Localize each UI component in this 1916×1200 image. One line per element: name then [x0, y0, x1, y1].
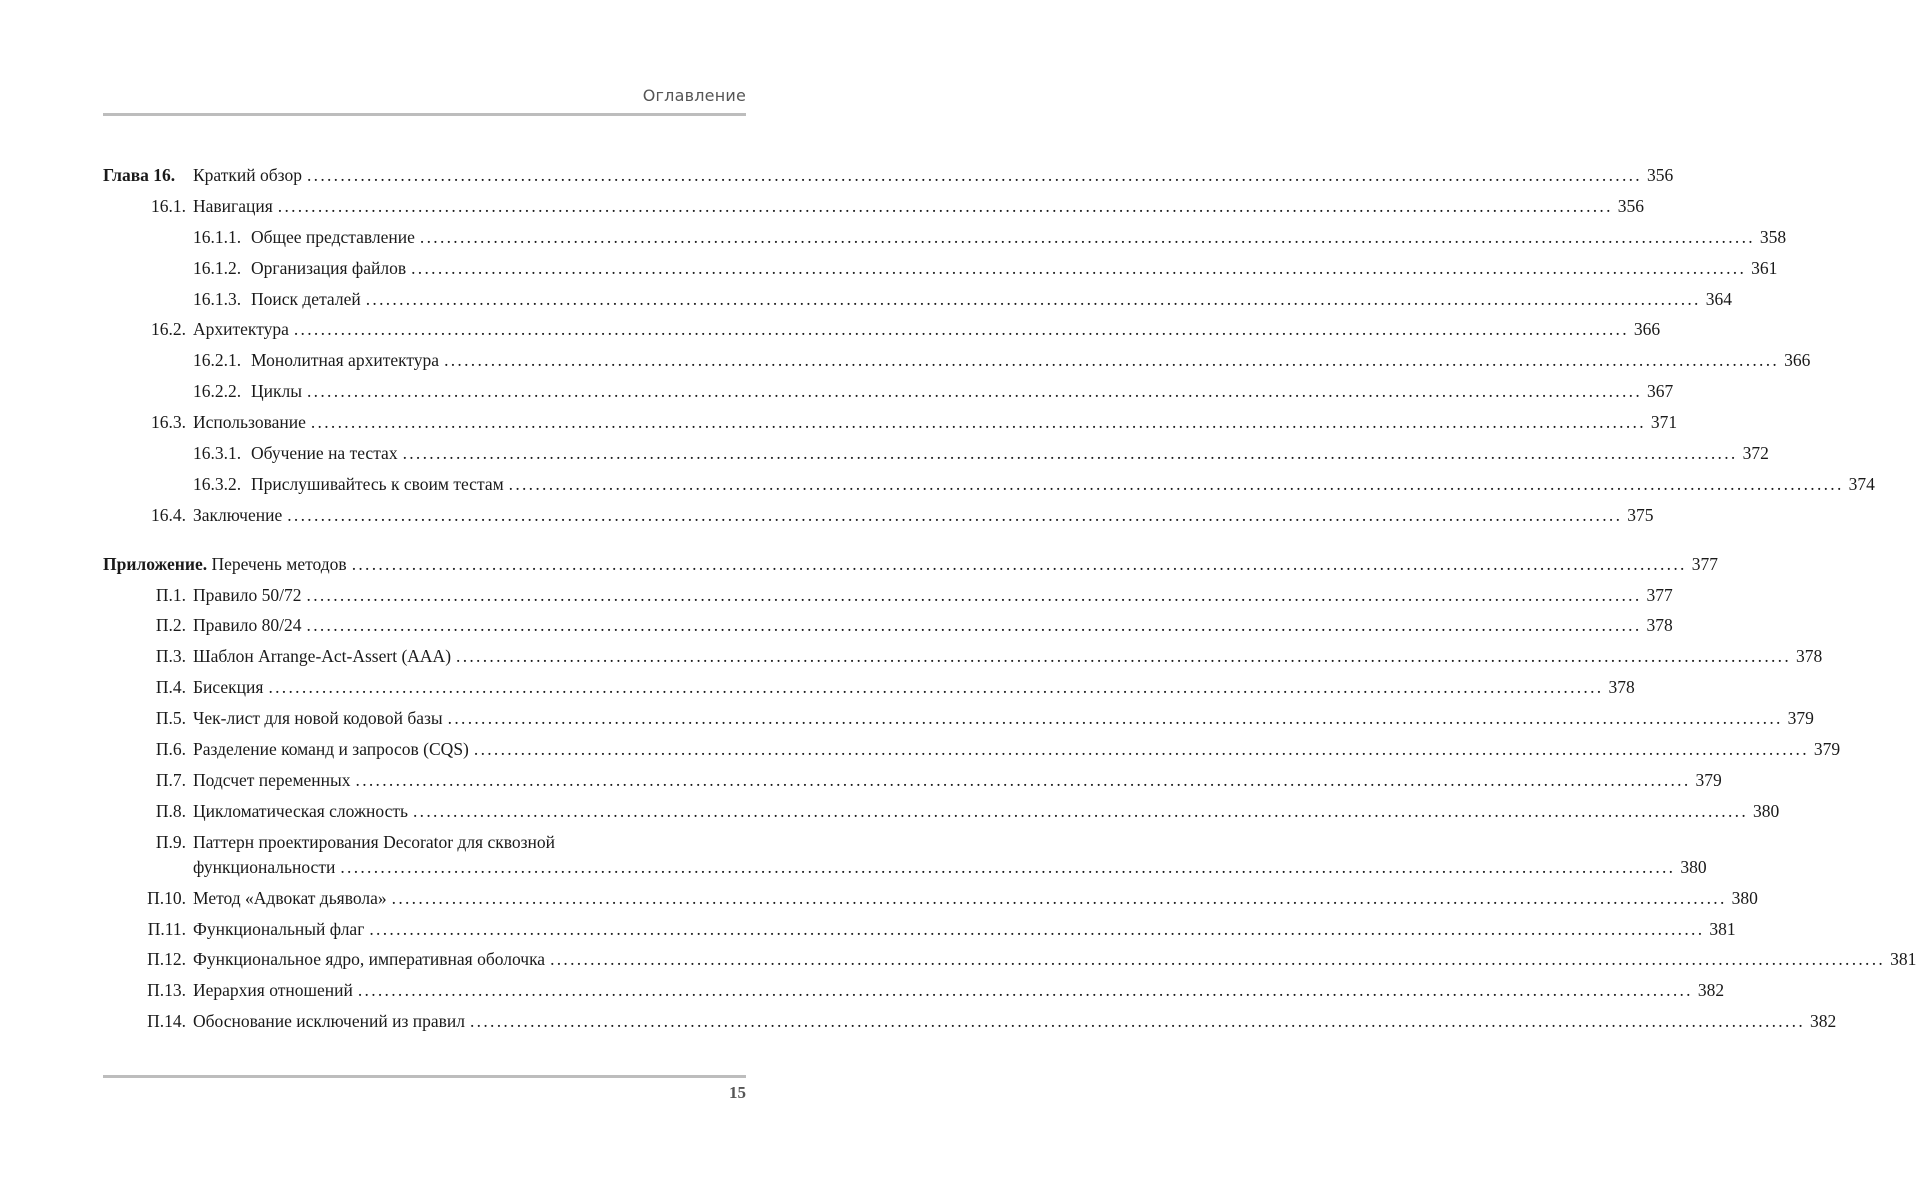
entry-number: П.6. — [155, 739, 186, 760]
entry-number: П.10. — [147, 887, 186, 908]
toc-entry-p12[interactable] — [103, 944, 1916, 975]
entry-page: 375 — [1627, 504, 1654, 525]
entry-number: П.5. — [155, 708, 186, 729]
appendix-title: Перечень методов — [211, 553, 347, 574]
entry-number: 16.4. — [151, 504, 186, 525]
entry-number: П.7. — [155, 769, 186, 790]
toc-entry-16-1-3[interactable] — [103, 284, 1732, 315]
toc-entry-16-2-2[interactable] — [103, 376, 1674, 407]
entry-page: 379 — [1695, 769, 1722, 790]
leader-dots: ........................................................................................................................................................................................................ — [470, 1011, 1805, 1032]
toc-entry-p5[interactable] — [103, 703, 1814, 734]
entry-title-line2: функциональности — [193, 856, 336, 877]
entry-title: Обоснование исключений из правил — [193, 1011, 465, 1032]
entry-number: П.12. — [147, 949, 186, 970]
toc-entry-p9[interactable] — [103, 827, 1707, 883]
entry-page: 366 — [1633, 319, 1661, 340]
entry-page: 356 — [1646, 165, 1674, 185]
top-rule — [103, 113, 746, 116]
entry-page: 361 — [1751, 257, 1778, 278]
leader-dots: ........................................................................................................................................................................................................ — [310, 412, 1646, 433]
entry-title: Функциональное ядро, императивная оболочка — [193, 949, 546, 970]
leader-dots: ........................................................................................................................................................................................................ — [473, 739, 1809, 760]
entry-number: 16.1.3. — [193, 288, 242, 309]
entry-page: 377 — [1646, 584, 1673, 605]
leader-dots: ........................................................................................................................................................................................................ — [411, 257, 1747, 278]
leader-dots: ........................................................................................................................................................................................................ — [365, 288, 1701, 309]
toc-entry-16-1-2[interactable] — [103, 253, 1778, 284]
entry-title: Разделение команд и запросов (CQS) — [193, 739, 469, 760]
toc-entry-16-2[interactable] — [103, 314, 1661, 345]
entry-page: 382 — [1810, 1011, 1837, 1032]
entry-page: 372 — [1742, 443, 1769, 464]
entry-page: 378 — [1796, 646, 1823, 667]
entry-title: Цикломатическая сложность — [193, 800, 408, 821]
page-number: 15 — [729, 1083, 746, 1102]
leader-dots: ........................................................................................................................................................................................................ — [351, 553, 1687, 574]
leader-dots: ........................................................................................................................................................................................................ — [369, 918, 1705, 939]
toc-entry-p8[interactable] — [103, 796, 1780, 827]
entry-title: Чек-лист для новой кодовой базы — [193, 708, 443, 729]
entry-page: 366 — [1784, 350, 1811, 371]
entry-page: 380 — [1731, 887, 1758, 908]
entry-number: П.9. — [155, 831, 186, 852]
entry-number: П.4. — [155, 677, 186, 698]
entry-number: П.3. — [155, 646, 186, 667]
entry-page: 380 — [1753, 800, 1780, 821]
leader-dots: ........................................................................................................................................................................................................ — [402, 443, 1738, 464]
toc-entry-p4[interactable] — [103, 672, 1635, 703]
leader-dots: ........................................................................................................................................................................................................ — [357, 980, 1693, 1001]
entry-title-line1: Паттерн проектирования Decorator для сквозной — [193, 831, 556, 852]
entry-page: 356 — [1617, 195, 1645, 216]
entry-page: 378 — [1646, 615, 1673, 636]
entry-number: 16.2. — [151, 319, 186, 340]
leader-dots: ........................................................................................................................................................................................................ — [413, 800, 1748, 821]
entry-title: Использование — [193, 412, 306, 433]
entry-page: 380 — [1680, 856, 1707, 877]
entry-title: Функциональный флаг — [193, 918, 365, 939]
entry-title: Организация файлов — [251, 257, 407, 278]
toc-entry-p6[interactable] — [103, 734, 1841, 765]
entry-number: П.11. — [147, 918, 186, 939]
entry-page: 379 — [1787, 708, 1814, 729]
toc-chapter-16[interactable] — [103, 160, 1674, 191]
entry-page: 371 — [1650, 412, 1678, 433]
entry-title: Циклы — [251, 381, 302, 402]
entry-number: 16.1.1. — [193, 226, 242, 247]
leader-dots: ........................................................................................................................................................................................................ — [391, 887, 1727, 908]
toc-entry-16-3-2[interactable] — [103, 469, 1875, 500]
leader-dots: ........................................................................................................................................................................................................ — [307, 381, 1642, 402]
entry-title: Краткий обзор — [193, 165, 302, 185]
table-of-contents — [103, 160, 1916, 1037]
entry-title: Правило 80/24 — [193, 615, 302, 636]
entry-number: 16.2.2. — [193, 381, 242, 402]
entry-number: 16.3.1. — [193, 443, 242, 464]
entry-title: Монолитная архитектура — [251, 350, 440, 371]
entry-title: Иерархия отношений — [193, 980, 353, 1001]
entry-title: Бисекция — [193, 677, 264, 698]
entry-number: 16.3. — [151, 412, 186, 433]
entry-page: 364 — [1705, 288, 1732, 309]
leader-dots: ........................................................................................................................................................................................................ — [268, 677, 1604, 698]
toc-entry-p14[interactable] — [103, 1006, 1837, 1037]
entry-number: 16.1.2. — [193, 257, 242, 278]
entry-title: Навигация — [193, 195, 273, 216]
entry-title: Поиск деталей — [251, 288, 361, 309]
entry-page: 381 — [1890, 949, 1916, 970]
toc-entry-16-1[interactable] — [103, 191, 1645, 222]
bottom-rule — [103, 1075, 746, 1078]
toc-entry-p1[interactable] — [103, 580, 1673, 611]
toc-entry-p3[interactable] — [103, 641, 1823, 672]
entry-page: 377 — [1691, 553, 1718, 574]
entry-number: П.2. — [155, 615, 186, 636]
toc-entry-p10[interactable] — [103, 883, 1758, 914]
entry-title: Общее представление — [251, 226, 415, 247]
toc-entry-p13[interactable] — [103, 975, 1725, 1006]
toc-entry-p2[interactable] — [103, 610, 1673, 641]
toc-entry-16-1-1[interactable] — [103, 222, 1787, 253]
entry-title: Архитектура — [193, 319, 289, 340]
entry-title: Заключение — [193, 504, 283, 525]
toc-appendix[interactable] — [103, 549, 1718, 580]
leader-dots: ........................................................................................................................................................................................................ — [306, 584, 1642, 605]
entry-number: 16.2.1. — [193, 350, 242, 371]
leader-dots: ........................................................................................................................................................................................................ — [456, 646, 1792, 667]
entry-number: П.14. — [147, 1011, 186, 1032]
entry-page: 379 — [1813, 739, 1841, 760]
entry-page: 378 — [1608, 677, 1635, 698]
entry-page: 358 — [1759, 226, 1787, 247]
chapter-label: Глава 16. — [103, 165, 176, 185]
running-head: Оглавление — [642, 86, 746, 105]
entry-number: П.1. — [155, 584, 186, 605]
entry-page: 374 — [1848, 473, 1875, 494]
entry-number: 16.3.2. — [193, 473, 242, 494]
entry-title: Шаблон Arrange-Act-Assert (AAA) — [193, 646, 452, 667]
leader-dots: ........................................................................................................................................................................................................ — [306, 165, 1642, 185]
leader-dots: ........................................................................................................................................................................................................ — [277, 195, 1613, 216]
leader-dots: ........................................................................................................................................................................................................ — [550, 949, 1886, 970]
leader-dots: ........................................................................................................................................................................................................ — [355, 769, 1691, 790]
entry-page: 367 — [1647, 381, 1674, 402]
entry-page: 381 — [1709, 918, 1736, 939]
entry-title — [103, 549, 347, 580]
toc-entry-16-3-1[interactable] — [103, 438, 1769, 469]
leader-dots: ........................................................................................................................................................................................................ — [419, 226, 1755, 247]
leader-dots: ........................................................................................................................................................................................................ — [508, 473, 1844, 494]
entry-number: П.8. — [155, 800, 186, 821]
entry-title: Подсчет переменных — [193, 769, 351, 790]
entry-title: Прислушивайтесь к своим тестам — [251, 473, 504, 494]
toc-entry-16-2-1[interactable] — [103, 345, 1811, 376]
entry-number: П.13. — [147, 980, 186, 1001]
entry-page: 382 — [1697, 980, 1725, 1001]
entry-title: Обучение на тестах — [251, 443, 398, 464]
leader-dots: ........................................................................................................................................................................................................ — [444, 350, 1780, 371]
entry-title: Метод «Адвокат дьявола» — [193, 887, 387, 908]
leader-dots: ........................................................................................................................................................................................................ — [340, 856, 1676, 877]
toc-entry-p11[interactable] — [103, 914, 1736, 945]
leader-dots: ........................................................................................................................................................................................................ — [293, 319, 1629, 340]
appendix-label: Приложение. — [103, 553, 208, 574]
toc-entry-16-4[interactable] — [103, 500, 1654, 531]
toc-entry-16-3[interactable] — [103, 407, 1678, 438]
entry-title: Правило 50/72 — [193, 584, 302, 605]
entry-number: 16.1. — [151, 195, 186, 216]
leader-dots: ........................................................................................................................................................................................................ — [306, 615, 1642, 636]
toc-entry-p7[interactable] — [103, 765, 1722, 796]
leader-dots: ........................................................................................................................................................................................................ — [287, 504, 1623, 525]
leader-dots: ........................................................................................................................................................................................................ — [447, 708, 1783, 729]
